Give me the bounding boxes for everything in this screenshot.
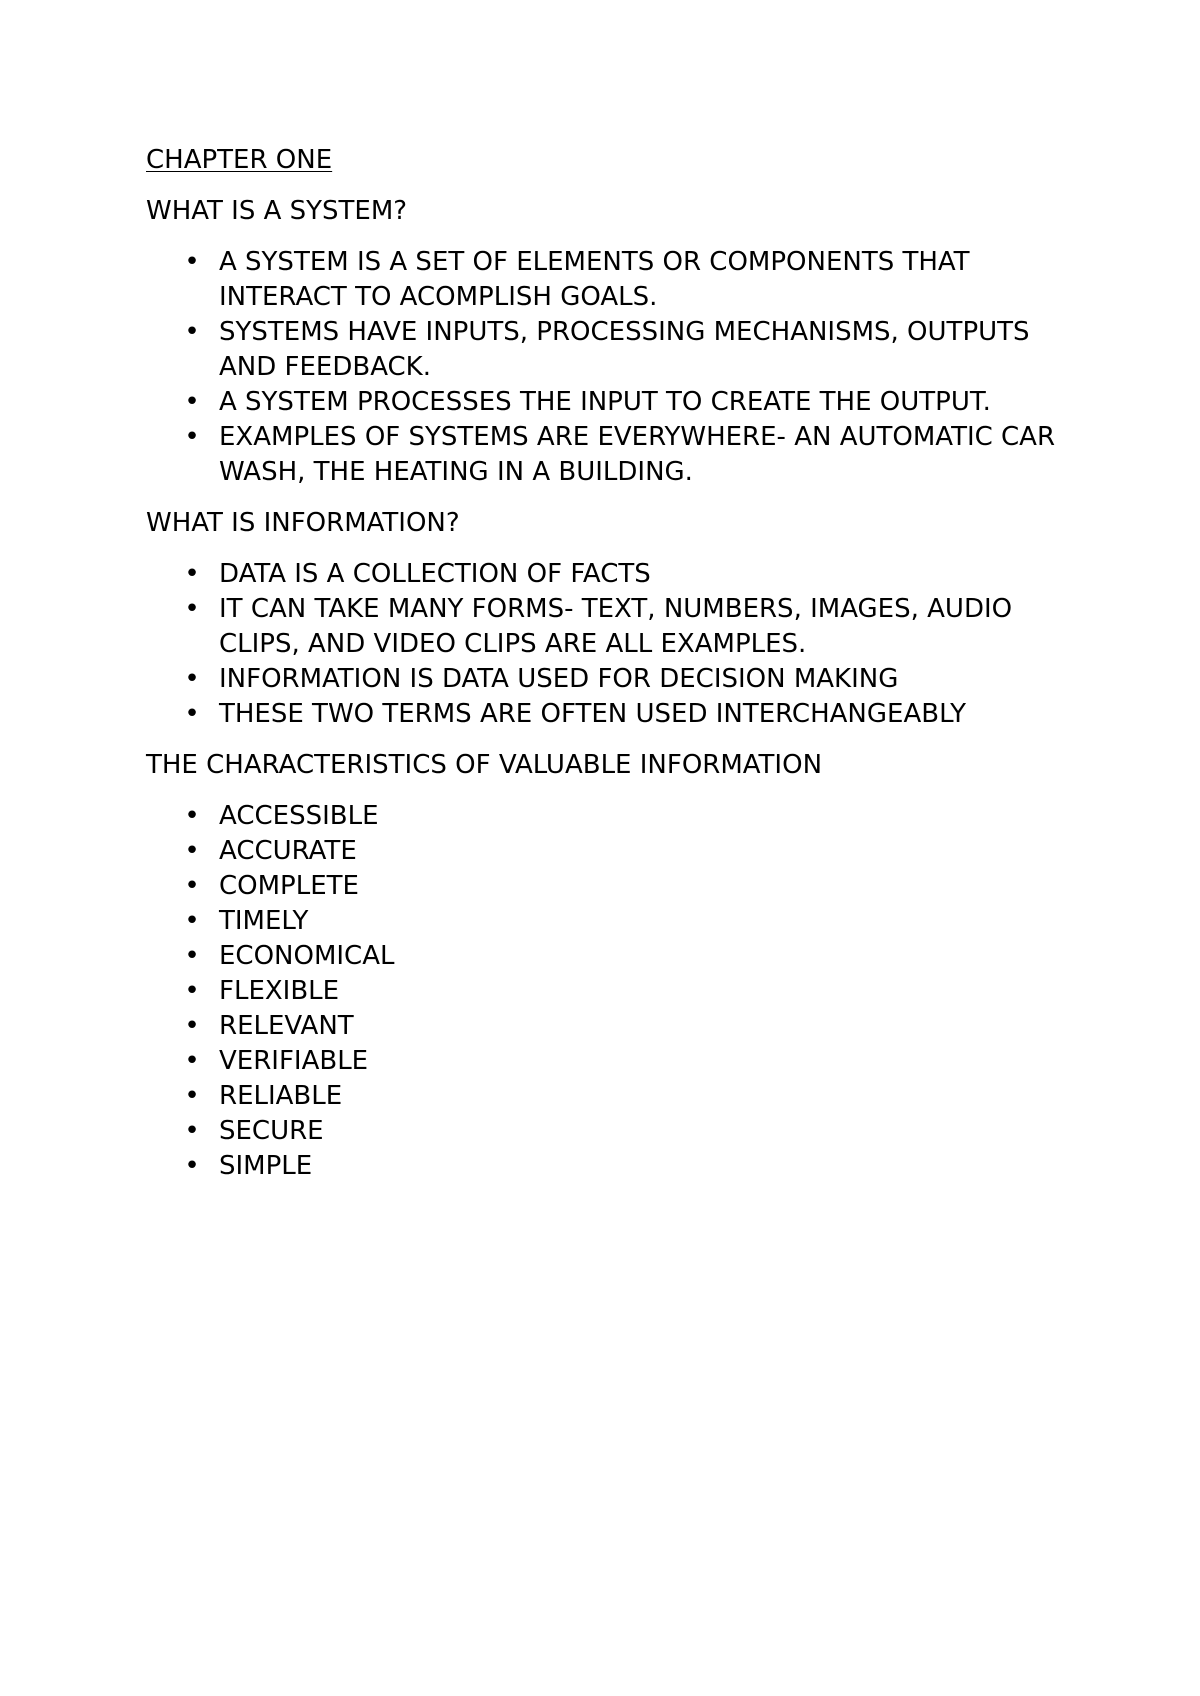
bullet-icon: •: [184, 1081, 200, 1111]
list-item-text: A SYSTEM PROCESSES THE INPUT TO CREATE THE OUTPUT.: [219, 387, 991, 417]
list-item: [146, 1044, 1066, 1079]
list-item-text: COMPLETE: [219, 871, 359, 901]
document-body: [146, 143, 1066, 1184]
list-item: [146, 799, 1066, 834]
bullet-list-system: [146, 245, 1066, 490]
bullet-icon: •: [184, 871, 200, 901]
list-item: [146, 245, 1066, 315]
bullet-icon: •: [184, 594, 200, 624]
list-item: [146, 557, 1066, 592]
bullet-icon: •: [184, 1151, 200, 1181]
list-item-text: TIMELY: [219, 906, 309, 936]
list-item-text: ECONOMICAL: [219, 941, 395, 971]
list-item-text: SYSTEMS HAVE INPUTS, PROCESSING MECHANISMS, OUTPUTS AND FEEDBACK.: [219, 317, 1030, 382]
list-item-text: IT CAN TAKE MANY FORMS- TEXT, NUMBERS, IMAGES, AUDIO CLIPS, AND VIDEO CLIPS ARE ALL EXAMPLES.: [219, 594, 1013, 659]
list-item: [146, 869, 1066, 904]
list-item: [146, 420, 1066, 490]
list-item: [146, 974, 1066, 1009]
section-heading-characteristics: THE CHARACTERISTICS OF VALUABLE INFORMATION: [146, 750, 823, 780]
list-item-text: SIMPLE: [219, 1151, 313, 1181]
list-item-text: SECURE: [219, 1116, 324, 1146]
list-item: [146, 697, 1066, 732]
list-item: [146, 904, 1066, 939]
bullet-list-information: [146, 557, 1066, 732]
bullet-icon: •: [184, 247, 200, 277]
list-item-text: ACCURATE: [219, 836, 357, 866]
list-item-text: RELEVANT: [219, 1011, 354, 1041]
section-heading-information: WHAT IS INFORMATION?: [146, 508, 460, 538]
section-heading-system: WHAT IS A SYSTEM?: [146, 196, 408, 226]
list-item: [146, 592, 1066, 662]
chapter-title: CHAPTER ONE: [146, 145, 333, 175]
bullet-icon: •: [184, 941, 200, 971]
list-item-text: RELIABLE: [219, 1081, 343, 1111]
list-item-text: EXAMPLES OF SYSTEMS ARE EVERYWHERE- AN AUTOMATIC CAR WASH, THE HEATING IN A BUILDING.: [219, 422, 1056, 487]
list-item-text: A SYSTEM IS A SET OF ELEMENTS OR COMPONENTS THAT INTERACT TO ACOMPLISH GOALS.: [219, 247, 970, 312]
list-item-text: DATA IS A COLLECTION OF FACTS: [219, 559, 651, 589]
bullet-icon: •: [184, 317, 200, 347]
bullet-icon: •: [184, 1116, 200, 1146]
list-item-text: INFORMATION IS DATA USED FOR DECISION MAKING: [219, 664, 899, 694]
list-item-text: VERIFIABLE: [219, 1046, 369, 1076]
list-item: [146, 385, 1066, 420]
list-item: [146, 662, 1066, 697]
bullet-list-characteristics: [146, 799, 1066, 1184]
bullet-icon: •: [184, 801, 200, 831]
bullet-icon: •: [184, 976, 200, 1006]
bullet-icon: •: [184, 1011, 200, 1041]
list-item: [146, 1114, 1066, 1149]
list-item: [146, 1009, 1066, 1044]
list-item: [146, 315, 1066, 385]
bullet-icon: •: [184, 906, 200, 936]
list-item: [146, 1079, 1066, 1114]
bullet-icon: •: [184, 699, 200, 729]
bullet-icon: •: [184, 1046, 200, 1076]
list-item: [146, 939, 1066, 974]
bullet-icon: •: [184, 387, 200, 417]
bullet-icon: •: [184, 664, 200, 694]
list-item: [146, 834, 1066, 869]
bullet-icon: •: [184, 836, 200, 866]
bullet-icon: •: [184, 559, 200, 589]
list-item-text: ACCESSIBLE: [219, 801, 379, 831]
list-item-text: FLEXIBLE: [219, 976, 340, 1006]
list-item: [146, 1149, 1066, 1184]
bullet-icon: •: [184, 422, 200, 452]
list-item-text: THESE TWO TERMS ARE OFTEN USED INTERCHANGEABLY: [219, 699, 966, 729]
